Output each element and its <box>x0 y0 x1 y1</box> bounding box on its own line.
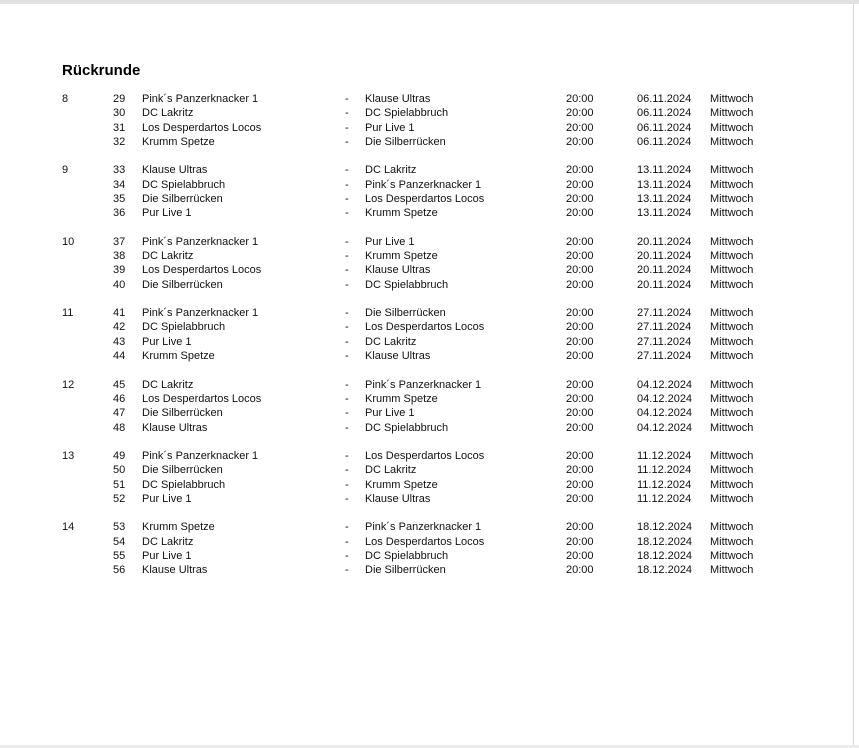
match-time: 20:00 <box>566 478 594 491</box>
match-date: 11.12.2024 <box>637 478 692 491</box>
match-time: 20:00 <box>566 421 594 434</box>
match-weekday: Mittwoch <box>710 278 754 291</box>
match-time: 20:00 <box>566 449 594 462</box>
away-team: Krumm Spetze <box>365 207 438 220</box>
match-time: 20:00 <box>566 264 594 277</box>
match-time: 20:00 <box>566 250 594 263</box>
match-row <box>62 92 859 106</box>
match-weekday: Mittwoch <box>710 392 754 405</box>
match-time: 20:00 <box>566 335 594 348</box>
away-team: Klause Ultras <box>365 264 431 277</box>
home-team: Pur Live 1 <box>142 549 192 562</box>
home-team: Die Silberrücken <box>142 193 223 206</box>
away-team: Pur Live 1 <box>365 121 415 134</box>
vs-separator: - <box>345 449 349 462</box>
match-number: 44 <box>113 350 126 363</box>
match-date: 20.11.2024 <box>637 250 692 263</box>
home-team: Los Desperdartos Locos <box>142 392 262 405</box>
match-date: 27.11.2024 <box>637 321 692 334</box>
home-team: DC Lakritz <box>142 535 194 548</box>
away-team: Los Desperdartos Locos <box>365 193 485 206</box>
match-date: 13.11.2024 <box>637 164 692 177</box>
match-time: 20:00 <box>566 136 594 149</box>
match-time: 20:00 <box>566 207 594 220</box>
match-row <box>62 463 859 477</box>
home-team: Pink´s Panzerknacker 1 <box>142 449 259 462</box>
match-time: 20:00 <box>566 93 594 105</box>
match-row <box>62 278 859 292</box>
match-number: 34 <box>113 178 126 191</box>
away-team: Krumm Spetze <box>365 478 438 491</box>
matchday-number <box>62 278 113 292</box>
vs-separator: - <box>345 307 349 320</box>
match-weekday: Mittwoch <box>710 250 754 263</box>
home-team: Klause Ultras <box>142 164 208 177</box>
match-row <box>62 378 859 392</box>
matchday-number <box>62 463 113 477</box>
match-row <box>62 235 859 249</box>
match-weekday: Mittwoch <box>710 193 754 206</box>
match-date: 20.11.2024 <box>637 235 692 248</box>
match-time: 20:00 <box>566 535 594 548</box>
vs-separator: - <box>345 178 349 191</box>
match-time: 20:00 <box>566 307 594 320</box>
match-number: 31 <box>113 121 126 134</box>
home-team: DC Lakritz <box>142 378 194 391</box>
match-date: 13.11.2024 <box>637 193 692 206</box>
match-weekday: Mittwoch <box>710 478 754 491</box>
away-team: DC Lakritz <box>365 335 417 348</box>
match-number: 49 <box>113 449 126 462</box>
matchday-number <box>62 406 113 420</box>
page-title: Rückrunde <box>62 62 141 79</box>
match-number: 33 <box>113 164 126 177</box>
match-number: 53 <box>113 521 126 534</box>
vs-separator: - <box>345 535 349 548</box>
match-weekday: Mittwoch <box>710 564 754 577</box>
matchday-number: 14 <box>62 521 75 534</box>
match-row <box>62 263 859 277</box>
round-block <box>62 163 859 220</box>
matchday-number <box>62 192 113 206</box>
match-date: 06.11.2024 <box>637 93 692 105</box>
schedule-document <box>62 63 859 592</box>
matchday-number <box>62 320 113 334</box>
match-row <box>62 421 859 435</box>
match-time: 20:00 <box>566 407 594 420</box>
match-time: 20:00 <box>566 164 594 177</box>
home-team: DC Lakritz <box>142 250 194 263</box>
match-weekday: Mittwoch <box>710 350 754 363</box>
match-time: 20:00 <box>566 549 594 562</box>
match-date: 06.11.2024 <box>637 107 692 120</box>
match-date: 20.11.2024 <box>637 264 692 277</box>
match-weekday: Mittwoch <box>710 307 754 320</box>
match-time: 20:00 <box>566 278 594 291</box>
matchday-number <box>62 392 113 406</box>
away-team: Klause Ultras <box>365 93 431 105</box>
away-team: Pink´s Panzerknacker 1 <box>365 378 482 391</box>
home-team: DC Lakritz <box>142 107 194 120</box>
round-block <box>62 92 859 149</box>
page-top-edge <box>0 0 859 4</box>
match-weekday: Mittwoch <box>710 178 754 191</box>
match-time: 20:00 <box>566 492 594 505</box>
away-team: Pur Live 1 <box>365 235 415 248</box>
match-time: 20:00 <box>566 121 594 134</box>
match-weekday: Mittwoch <box>710 449 754 462</box>
matchday-number <box>62 492 113 506</box>
match-row <box>62 178 859 192</box>
match-date: 13.11.2024 <box>637 207 692 220</box>
match-time: 20:00 <box>566 521 594 534</box>
match-weekday: Mittwoch <box>710 264 754 277</box>
match-weekday: Mittwoch <box>710 107 754 120</box>
vs-separator: - <box>345 250 349 263</box>
match-weekday: Mittwoch <box>710 321 754 334</box>
match-time: 20:00 <box>566 392 594 405</box>
match-date: 18.12.2024 <box>637 549 693 562</box>
match-row <box>62 563 859 577</box>
match-weekday: Mittwoch <box>710 378 754 391</box>
matchday-number: 11 <box>62 307 74 320</box>
home-team: Klause Ultras <box>142 564 208 577</box>
away-team: Pur Live 1 <box>365 407 415 420</box>
vs-separator: - <box>345 350 349 363</box>
match-number: 29 <box>113 93 126 105</box>
matchday-number <box>62 249 113 263</box>
match-time: 20:00 <box>566 321 594 334</box>
match-time: 20:00 <box>566 193 594 206</box>
away-team: Los Desperdartos Locos <box>365 449 485 462</box>
home-team: Die Silberrücken <box>142 464 223 477</box>
vs-separator: - <box>345 107 349 120</box>
vs-separator: - <box>345 378 349 391</box>
matchday-number: 12 <box>62 378 75 391</box>
match-number: 51 <box>113 478 126 491</box>
match-number: 38 <box>113 250 126 263</box>
matchday-number <box>62 335 113 349</box>
away-team: DC Spielabbruch <box>365 278 449 291</box>
match-weekday: Mittwoch <box>710 549 754 562</box>
matchday-number: 9 <box>62 164 69 177</box>
match-number: 41 <box>113 307 126 320</box>
away-team: Die Silberrücken <box>365 564 446 577</box>
home-team: Pur Live 1 <box>142 207 192 220</box>
match-weekday: Mittwoch <box>710 335 754 348</box>
home-team: DC Spielabbruch <box>142 321 226 334</box>
vs-separator: - <box>345 164 349 177</box>
matchday-number <box>62 563 113 577</box>
matchday-number: 13 <box>62 449 75 462</box>
match-number: 32 <box>113 136 126 149</box>
vs-separator: - <box>345 264 349 277</box>
matchday-number: 10 <box>62 235 75 248</box>
match-weekday: Mittwoch <box>710 521 754 534</box>
match-date: 18.12.2024 <box>637 564 693 577</box>
match-date: 04.12.2024 <box>637 407 693 420</box>
away-team: Pink´s Panzerknacker 1 <box>365 178 482 191</box>
away-team: Los Desperdartos Locos <box>365 321 485 334</box>
match-weekday: Mittwoch <box>710 407 754 420</box>
match-row <box>62 535 859 549</box>
match-date: 27.11.2024 <box>637 350 692 363</box>
match-number: 56 <box>113 564 126 577</box>
match-time: 20:00 <box>566 107 594 120</box>
vs-separator: - <box>345 492 349 505</box>
match-date: 11.12.2024 <box>637 492 692 505</box>
home-team: Die Silberrücken <box>142 407 223 420</box>
round-block <box>62 378 859 435</box>
match-row <box>62 320 859 334</box>
home-team: Pur Live 1 <box>142 492 192 505</box>
match-number: 47 <box>113 407 126 420</box>
match-number: 43 <box>113 335 126 348</box>
match-time: 20:00 <box>566 178 594 191</box>
match-row <box>62 106 859 120</box>
match-weekday: Mittwoch <box>710 535 754 548</box>
match-row <box>62 478 859 492</box>
match-date: 20.11.2024 <box>637 278 692 291</box>
match-number: 39 <box>113 264 126 277</box>
away-team: Krumm Spetze <box>365 392 438 405</box>
match-date: 27.11.2024 <box>637 307 692 320</box>
match-row <box>62 549 859 563</box>
match-number: 35 <box>113 193 126 206</box>
vs-separator: - <box>345 564 349 577</box>
round-block <box>62 306 859 363</box>
match-date: 11.12.2024 <box>637 464 692 477</box>
matchday-number <box>62 349 113 363</box>
match-row <box>62 492 859 506</box>
vs-separator: - <box>345 392 349 405</box>
match-row <box>62 520 859 534</box>
away-team: Krumm Spetze <box>365 250 438 263</box>
home-team: Krumm Spetze <box>142 521 215 534</box>
match-date: 18.12.2024 <box>637 521 693 534</box>
vs-separator: - <box>345 478 349 491</box>
vs-separator: - <box>345 407 349 420</box>
round-block <box>62 235 859 292</box>
home-team: Krumm Spetze <box>142 136 215 149</box>
matchday-number <box>62 106 113 120</box>
matchday-number <box>62 549 113 563</box>
match-number: 52 <box>113 492 126 505</box>
match-row <box>62 406 859 420</box>
match-date: 06.11.2024 <box>637 121 692 134</box>
home-team: Klause Ultras <box>142 421 208 434</box>
vs-separator: - <box>345 464 349 477</box>
match-row <box>62 163 859 177</box>
match-number: 36 <box>113 207 126 220</box>
vs-separator: - <box>345 335 349 348</box>
schedule <box>62 92 859 578</box>
match-date: 13.11.2024 <box>637 178 692 191</box>
match-row <box>62 206 859 220</box>
match-date: 27.11.2024 <box>637 335 692 348</box>
round-block <box>62 449 859 506</box>
match-number: 30 <box>113 107 126 120</box>
vs-separator: - <box>345 136 349 149</box>
match-time: 20:00 <box>566 350 594 363</box>
home-team: Los Desperdartos Locos <box>142 121 262 134</box>
match-time: 20:00 <box>566 464 594 477</box>
home-team: Los Desperdartos Locos <box>142 264 262 277</box>
home-team: Die Silberrücken <box>142 278 223 291</box>
match-weekday: Mittwoch <box>710 464 754 477</box>
match-date: 18.12.2024 <box>637 535 693 548</box>
match-date: 11.12.2024 <box>637 449 692 462</box>
match-time: 20:00 <box>566 378 594 391</box>
match-number: 48 <box>113 421 126 434</box>
matchday-number: 8 <box>62 93 69 105</box>
match-row <box>62 306 859 320</box>
match-row <box>62 335 859 349</box>
away-team: Die Silberrücken <box>365 136 446 149</box>
match-row <box>62 135 859 149</box>
match-weekday: Mittwoch <box>710 207 754 220</box>
matchday-number <box>62 135 113 149</box>
vs-separator: - <box>345 278 349 291</box>
match-time: 20:00 <box>566 235 594 248</box>
match-weekday: Mittwoch <box>710 93 754 105</box>
home-team: Pink´s Panzerknacker 1 <box>142 307 259 320</box>
match-number: 42 <box>113 321 126 334</box>
vs-separator: - <box>345 193 349 206</box>
round-block <box>62 520 859 577</box>
match-row <box>62 249 859 263</box>
home-team: DC Spielabbruch <box>142 478 226 491</box>
away-team: Los Desperdartos Locos <box>365 535 485 548</box>
match-number: 54 <box>113 535 126 548</box>
match-weekday: Mittwoch <box>710 136 754 149</box>
match-weekday: Mittwoch <box>710 164 754 177</box>
vs-separator: - <box>345 93 349 105</box>
matchday-number <box>62 535 113 549</box>
away-team: Pink´s Panzerknacker 1 <box>365 521 482 534</box>
home-team: Pur Live 1 <box>142 335 192 348</box>
matchday-number <box>62 263 113 277</box>
matchday-number <box>62 178 113 192</box>
vs-separator: - <box>345 321 349 334</box>
home-team: DC Spielabbruch <box>142 178 226 191</box>
match-date: 06.11.2024 <box>637 136 692 149</box>
matchday-number <box>62 478 113 492</box>
away-team: Klause Ultras <box>365 350 431 363</box>
home-team: Pink´s Panzerknacker 1 <box>142 235 259 248</box>
match-row <box>62 192 859 206</box>
match-weekday: Mittwoch <box>710 492 754 505</box>
match-row <box>62 449 859 463</box>
match-number: 45 <box>113 378 126 391</box>
home-team: Krumm Spetze <box>142 350 215 363</box>
vs-separator: - <box>345 235 349 248</box>
match-row <box>62 392 859 406</box>
vs-separator: - <box>345 421 349 434</box>
match-date: 04.12.2024 <box>637 378 693 391</box>
vs-separator: - <box>345 121 349 134</box>
match-weekday: Mittwoch <box>710 421 754 434</box>
match-weekday: Mittwoch <box>710 121 754 134</box>
vs-separator: - <box>345 521 349 534</box>
matchday-number <box>62 121 113 135</box>
match-row <box>62 349 859 363</box>
matchday-number <box>62 206 113 220</box>
away-team: Die Silberrücken <box>365 307 446 320</box>
match-number: 40 <box>113 278 126 291</box>
match-date: 04.12.2024 <box>637 392 693 405</box>
away-team: Klause Ultras <box>365 492 431 505</box>
away-team: DC Lakritz <box>365 164 417 177</box>
match-row <box>62 121 859 135</box>
match-time: 20:00 <box>566 564 594 577</box>
away-team: DC Lakritz <box>365 464 417 477</box>
match-number: 37 <box>113 235 126 248</box>
vs-separator: - <box>345 207 349 220</box>
match-number: 50 <box>113 464 126 477</box>
matchday-number <box>62 421 113 435</box>
away-team: DC Spielabbruch <box>365 549 449 562</box>
vs-separator: - <box>345 549 349 562</box>
away-team: DC Spielabbruch <box>365 421 449 434</box>
away-team: DC Spielabbruch <box>365 107 449 120</box>
match-weekday: Mittwoch <box>710 235 754 248</box>
match-date: 04.12.2024 <box>637 421 693 434</box>
match-number: 46 <box>113 392 126 405</box>
match-number: 55 <box>113 549 126 562</box>
home-team: Pink´s Panzerknacker 1 <box>142 93 259 105</box>
